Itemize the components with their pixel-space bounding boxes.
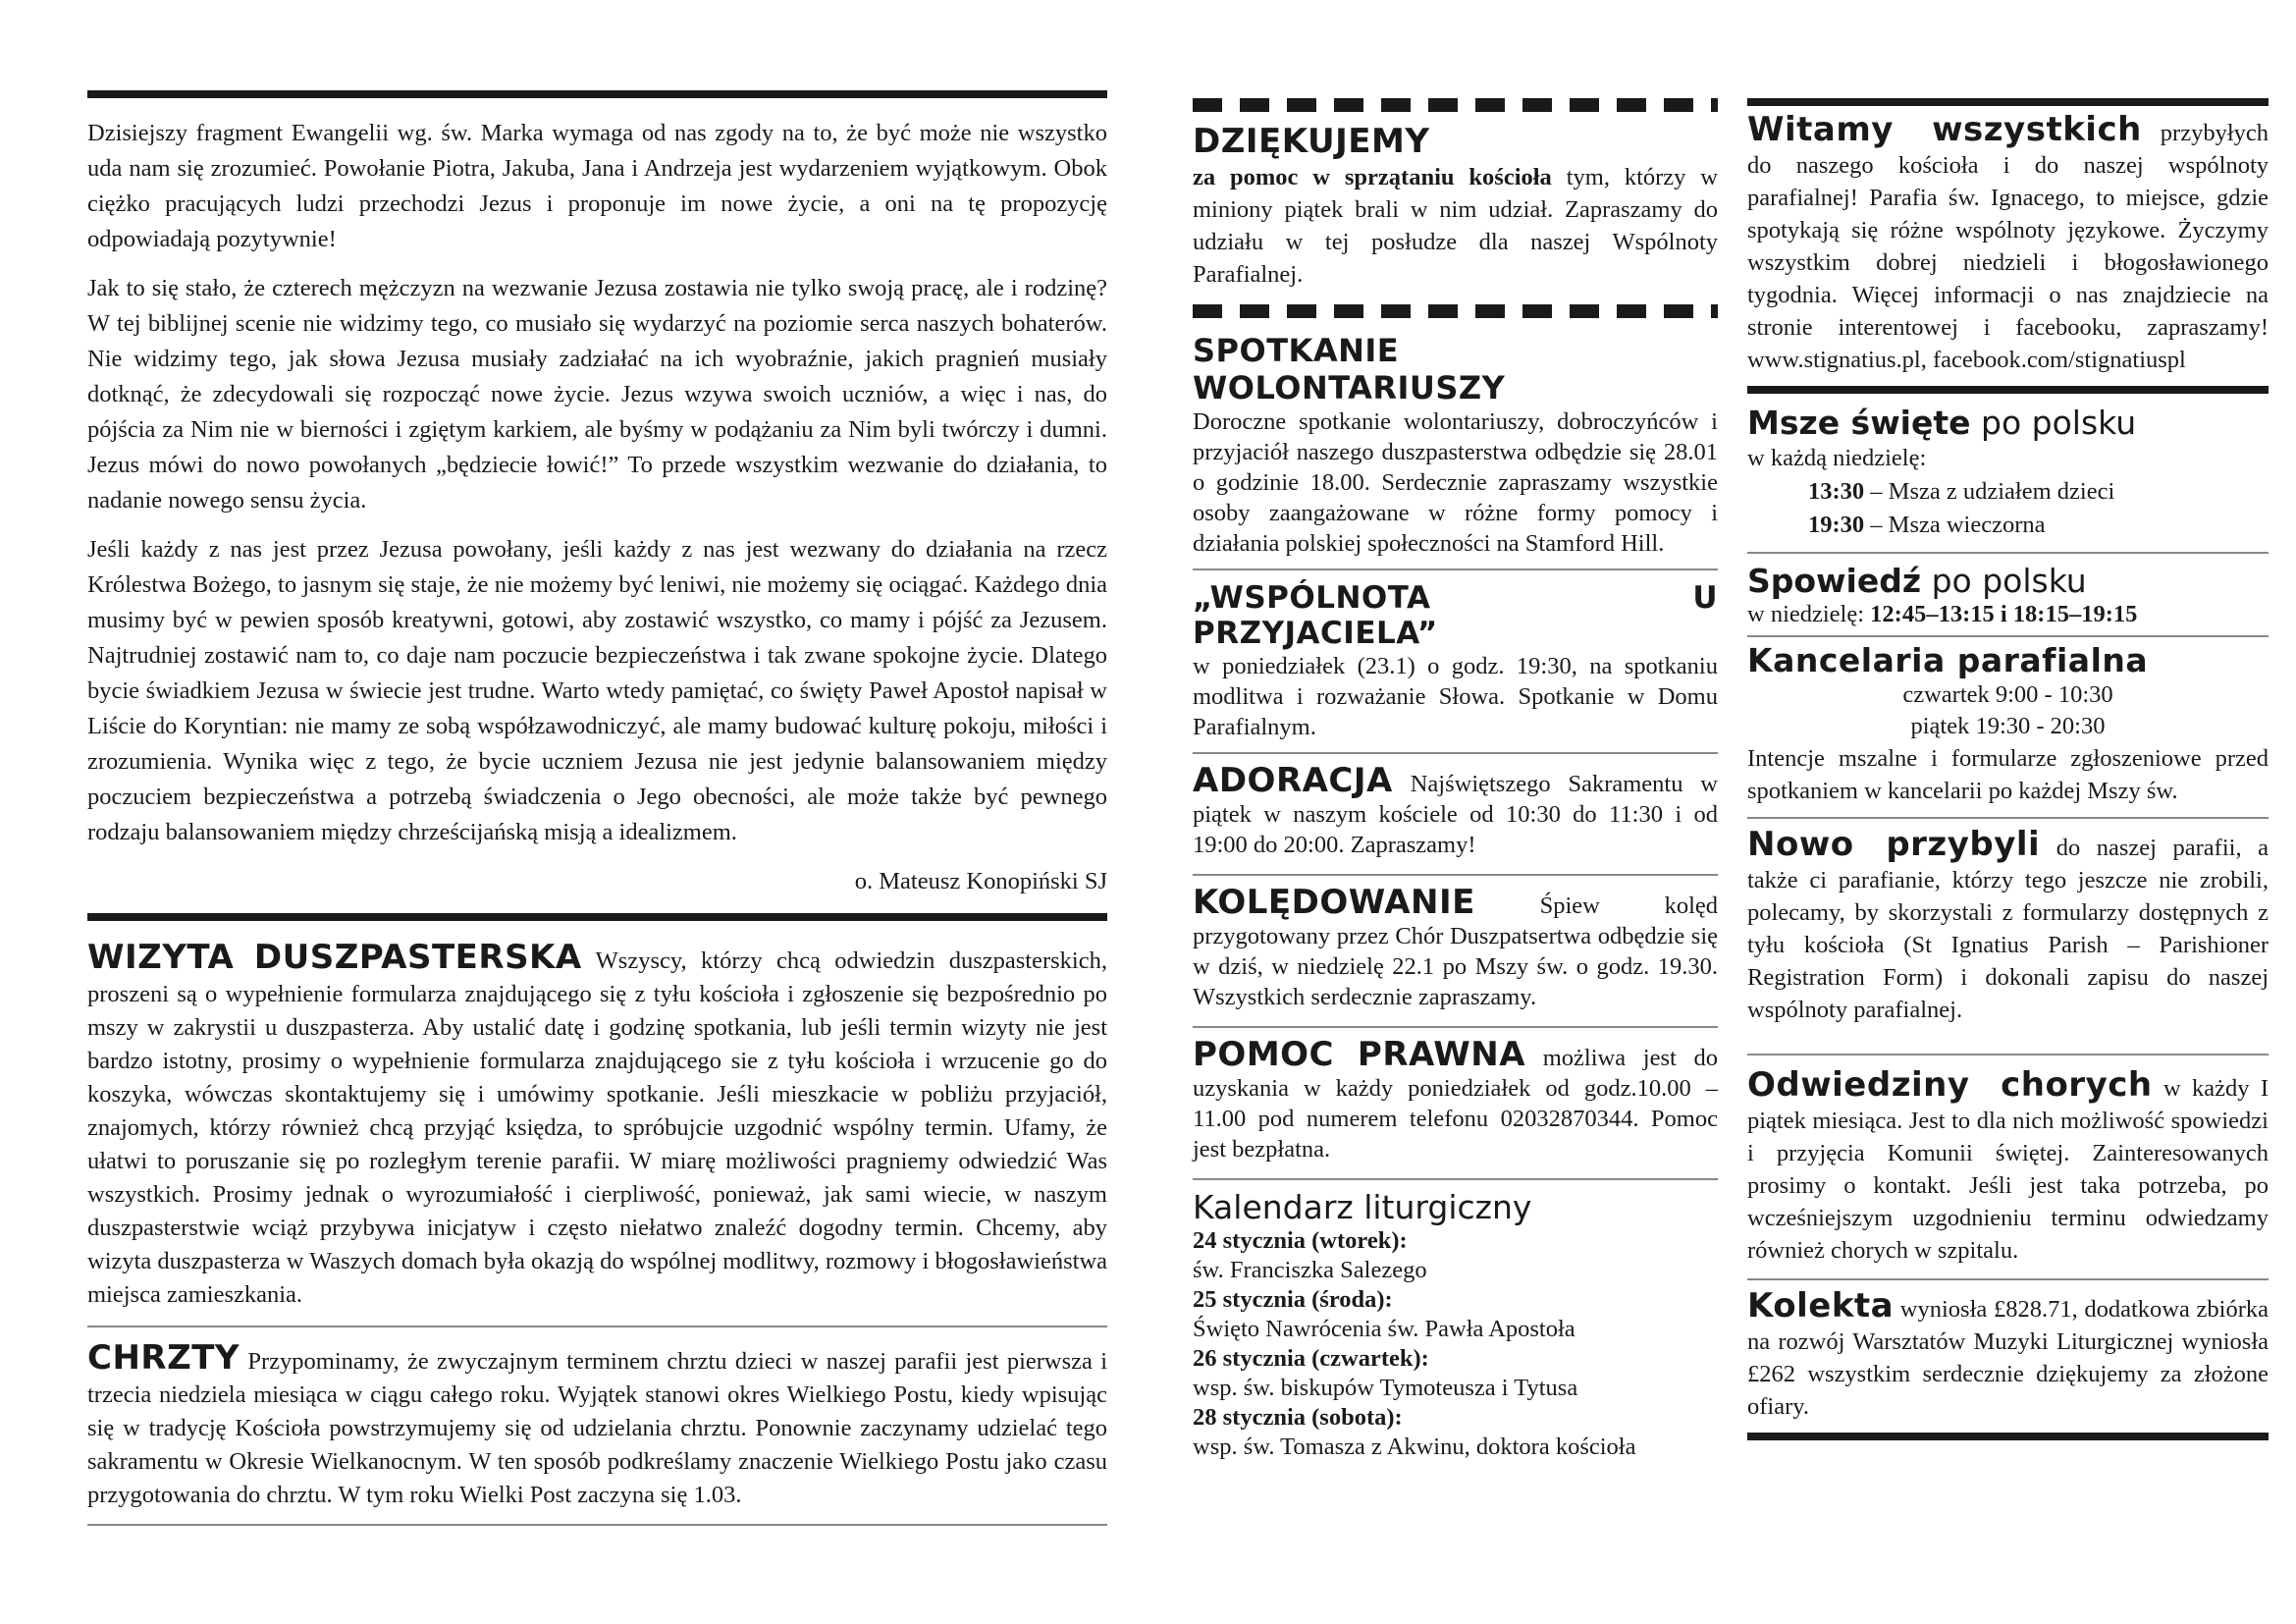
msze-desc: – Msza wieczorna [1864,512,2046,538]
top-rule [87,90,1107,98]
msze-title-bold: Msze święte [1747,404,1971,442]
divider [87,1524,1107,1526]
kalendarz-desc: św. Franciszka Salezego [1193,1257,1427,1283]
msze-time: 19:30 [1808,512,1865,538]
msze-time: 13:30 [1808,478,1865,505]
divider [87,1326,1107,1327]
top-rule [1747,98,2269,106]
dashed-rule [1193,98,1718,112]
msze-item [1747,475,2269,509]
kolekta-section [1747,1286,2269,1423]
spowiedz-title-bold: Spowiedź [1747,562,1922,600]
divider [1747,552,2269,554]
divider [1747,1278,2269,1280]
kancelaria-hours-1: czwartek 9:00 - 10:30 [1902,681,2113,708]
kancelaria-hours-2: piątek 19:30 - 20:30 [1910,713,2106,739]
kalendarz-desc: wsp. św. Tomasza z Akwinu, doktora kościoła [1193,1434,1636,1460]
kalendarz-desc: Święto Nawrócenia św. Pawła Apostoła [1193,1316,1575,1342]
msze-list [1747,442,2269,542]
divider [1193,874,1718,876]
pomoc-section [1193,1035,1718,1164]
wolontariusze-section [1193,332,1718,559]
spowiedz-section [1747,562,2269,629]
kalendarz-entry [1193,1403,1718,1462]
dziekujemy-bold: za pomoc w sprzątaniu kościoła [1193,164,1552,190]
kalendarz-date: 26 stycznia (czwartek): [1193,1345,1429,1372]
reflection-author: o. Mateusz Konopiński SJ [854,868,1107,894]
kalendarz-list [1193,1226,1718,1462]
kalendarz-date: 28 stycznia (sobota): [1193,1404,1403,1431]
wspolnota-text: w poniedziałek (23.1) o godz. 19:30, na spotkaniu modlitwa i rozważanie Słowa. Spotkanie w Domu Parafialnym. [1193,653,1718,740]
koledowanie-text: Śpiew kolęd przygotowany przez Chór Duszpatsertwa odbędzie się w dziś, w niedzielę 22.1 po Mszy św. o godz. 19.30. Wszystkich serdecznie zapraszamy. [1193,893,1719,1010]
kalendarz-entry [1193,1344,1718,1403]
nowo-title: Nowo przybyli [1747,825,2041,864]
koledowanie-section [1193,883,1719,1012]
odwiedziny-title: Odwiedziny chorych [1747,1065,2153,1105]
kancelaria-text: Intencje mszalne i formularze zgłoszeniowe przed spotkaniem w kancelarii po każdej Mszy św. [1747,745,2269,804]
divider [1747,1054,2269,1056]
pomoc-text: możliwa jest do uzyskania w każdy poniedziałek od godz.10.00 – 11.00 pod numerem telefonu 02032870344. Pomoc jest bezpłatna. [1193,1045,1718,1163]
wizyta-text: Wszyscy, którzy chcą odwiedzin duszpasterskich, proszeni są o wypełnienie formularza znajdującego się z tyłu kościoła i zgłoszenie się bezpośrednio po mszy w zakrystii u duszpasterza. Aby ustalić datę i godzinę spotkania, lub jeśli termin wizyty nie jest bardzo istotny, prosimy o wypełnienie formularza znajdującego sie z tyłu kościoła i wrzucenie go do koszyka, wówczas skontaktujemy się i umówimy spotkanie. Jeśli mieszkacie w pobliżu przyjaciół, znajomych, którzy również chcą przyjąć księdza, to spróbujcie uzgodnić wspólny termin. Ufamy, że ułatwi to poruszanie się po rozległym terenie parafii. W miarę możliwości pragniemy odwiedzić Was wszystkich. Prosimy jednak o wyrozumiałość i cierpliwość, ponieważ, jak sami wiecie, w naszym duszpasterstwie wciąż przybywa inicjatyw i często niełatwo znaleźć dogodny termin. Chcemy, aby wizyta duszpasterza w Waszych domach była okazją do wspólnej modlitwy, rozmowy i błogosławieństwa miejsca zamieszkania. [87,947,1108,1308]
chrzty-text: Przypominamy, że zwyczajnym terminem chrztu dzieci w naszej parafii jest pierwsza i trzecia niedziela miesiąca w ciągu całego roku. Wyjątek stanowi okres Wielkiego Postu, kiedy wpisując się w tradycję Kościoła powstrzymujemy się od udzielania chrztu. Ponownie zaczynamy udzielać tego sakramentu w Okresie Wielkanocnym. W ten sposób podkreślamy znaczenie Wielkiego Postu jako czasu przygotowania do chrztu. W tym roku Wielki Post zaczyna się 1.03. [87,1348,1108,1508]
pomoc-title: POMOC PRAWNA [1193,1035,1526,1074]
msze-intro: w każdą niedzielę: [1747,445,1927,471]
nowo-text: do naszej parafii, a także ci parafianie, którzy tego jeszcze nie zrobili, polecamy, by skorzystali z formularzy dostępnych z tyłu kościoła (St Ignatius Parish – Parishioner Registration Form) i dokonali zapisu do naszej wspólnoty parafialnej. [1747,835,2269,1023]
msze-title-rest: po polsku [1970,404,2137,442]
adoracja-title: ADORACJA [1193,761,1393,800]
witamy-text: przybyłych do naszego kościoła i do naszej wspólnoty parafialnej! Parafia św. Ignacego, to miejsce, gdzie spotykają się różne wspólnoty językowe. Życzymy wszystkim dobrej niedzieli i błogosławionego tygodnia. Więcej informacji o nas znajdziecie na stronie interentowej i facebooku, zapraszamy! www.stignatius.pl, facebook.com/stignatiuspl [1747,120,2269,373]
kalendarz-section [1193,1188,1718,1462]
wolontariusze-title: SPOTKANIE WOLONTARIUSZY [1193,332,1506,406]
bottom-rule [1747,1433,2269,1440]
msze-title [1747,404,2269,442]
kalendarz-date: 24 stycznia (wtorek): [1193,1227,1408,1254]
adoracja-text: Najświętszego Sakramentu w piątek w naszym kościele od 10:30 do 11:30 i od 19:00 do 20:00. Zapraszamy! [1193,771,1719,858]
dziekujemy-body [1193,161,1718,291]
wolontariusze-text: Doroczne spotkanie wolontariuszy, dobroczyńców i przyjaciół naszego duszpasterstwa odbędzie się 28.01 o godzinie 18.00. Serdecznie zapraszamy wszystkie osoby zaangażowane w różne formy pomocy i działania polskiej społeczności na Stamford Hill. [1193,408,1718,557]
divider [1193,752,1718,754]
reflection-paragraph-2: Jak to się stało, że czterech mężczyzn na wezwanie Jezusa zostawia nie tylko swoją pracę, ale i rodzinę? W tej biblijnej scenie nie widzimy tego, co musiało się wydarzyć na poziomie serca naszych bohaterów. Nie widzimy tego, jak słowa Jezusa musiały zadziałać na ich wyobraźnie, jakich pragnień musiały dotknąć, że zdecydowali się rozpocząć nowe życie. Jezus wzywa swoich uczniów, a więc i nas, do pójścia za Nim nie w bierności i zgiętym karkiem, ale byśmy w podążaniu za Nim byli twórczy i dumni. Jezus mówi do nowo powołanych „będziecie łowić!” To przede wszystkim wezwanie do działania, to nadanie nowego sensu życia. [87,275,1107,514]
divider [1193,1026,1718,1028]
kancelaria-section [1747,641,2269,807]
kalendarz-title: Kalendarz liturgiczny [1193,1188,1532,1226]
right-column [1747,98,2269,1440]
chrzty-section [87,1338,1108,1512]
msze-section [1747,404,2269,542]
divider [1747,635,2269,637]
kalendarz-date: 25 stycznia (środa): [1193,1286,1393,1313]
dashed-rule [1193,304,1718,318]
odwiedziny-text: w każdy I piątek miesiąca. Jest to dla nich możliwość spowiedzi i przyjęcia Komunii świętej. Zainteresowanych prosimy o kontakt. Jeśli jest taka potrzeba, po wcześniejszym uzgodnieniu terminu odwiedzamy również chorych w szpitalu. [1747,1075,2269,1264]
kalendarz-entry [1193,1285,1718,1344]
witamy-section [1747,110,2269,376]
left-column [87,90,1107,1526]
reflection-paragraph-1: Dzisiejszy fragment Ewangelii wg. św. Marka wymaga od nas zgody na to, że być może nie wszystko uda nam się zrozumieć. Powołanie Piotra, Jakuba, Jana i Andrzeja jest wydarzeniem wyjątkowym. Obok ciężko pracujących ludzi przechodzi Jezus i proponuje im nowe życie, a oni na tę propozycję odpowiadają pozytywnie! [87,120,1107,252]
wizyta-title: WIZYTA DUSZPASTERSKA [87,938,582,977]
spowiedz-times: 12:45–13:15 i 18:15–19:15 [1870,601,2138,627]
koledowanie-title: KOLĘDOWANIE [1193,883,1475,922]
wspolnota-section [1193,580,1718,742]
dziekujemy-section [1193,122,1718,291]
section-rule [87,913,1107,921]
witamy-title: Witamy wszystkich [1747,110,2142,149]
kalendarz-desc: wsp. św. biskupów Tymoteusza i Tytusa [1193,1375,1578,1401]
msze-desc: – Msza z udziałem dzieci [1864,478,2115,505]
kolekta-title: Kolekta [1747,1286,1895,1326]
middle-column [1193,98,1718,1462]
odwiedziny-section [1747,1065,2269,1267]
dziekujemy-title: DZIĘKUJEMY [1193,122,1430,161]
kolekta-text: wyniosła £828.71, dodatkowa zbiórka na rozwój Warsztatów Muzyki Liturgicznej wyniosła £262 wszystkim serdecznie dziękujemy za złożone ofiary. [1747,1296,2269,1420]
spowiedz-line [1747,600,2269,629]
spowiedz-prefix: w niedzielę: [1747,601,1871,627]
section-rule [1747,386,2269,394]
adoracja-section [1193,761,1719,860]
divider [1193,568,1718,570]
dziekujemy-text: tym, którzy w miniony piątek brali w nim udział. Zapraszamy do udziału w tej posłudze dla naszej Wspólnoty Parafialnej. [1193,164,1718,288]
reflection [87,116,1107,899]
wspolnota-title: „WSPÓLNOTA U PRZYJACIELA” [1193,580,1718,651]
kalendarz-entry [1193,1226,1718,1285]
wizyta-section [87,938,1108,1312]
divider [1193,1178,1718,1180]
kancelaria-title: Kancelaria parafialna [1747,641,2149,679]
chrzty-title: CHRZTY [87,1338,240,1378]
spowiedz-title-rest: po polsku [1921,562,2087,600]
divider [1747,817,2269,819]
reflection-paragraph-3: Jeśli każdy z nas jest przez Jezusa powołany, jeśli każdy z nas jest wezwany do działania na rzecz Królestwa Bożego, to jasnym się staje, że nie możemy być leniwi, nie możemy się ociągać. Każdego dnia musimy być w pewien sposób kreatywni, gotowi, aby zostawić wszystko, co mamy i pójść za Jezusem. Najtrudniej zostawić nam to, co daje nam poczucie bezpieczeństwa i tak zwane spokojne życie. Dlatego bycie świadkiem Jezusa w świecie jest trudne. Warto wtedy pamiętać, co święty Paweł Apostoł napisał w Liście do Koryntian: nie mamy ze sobą współzawodniczyć, ale mamy budować kulturę pokoju, miłości i zrozumienia. Wynika więc z tego, że bycie uczniem Jezusa nie jest jedynie balansowaniem między poczuciem bezpieczeństwa a potrzebą świadczenia o Jego obecności, ale może także być pewnego rodzaju balansowaniem między chrześcijańską misją a idealizmem. [87,536,1107,845]
msze-item [1747,509,2269,542]
nowo-section [1747,825,2269,1026]
spowiedz-title [1747,562,2269,600]
